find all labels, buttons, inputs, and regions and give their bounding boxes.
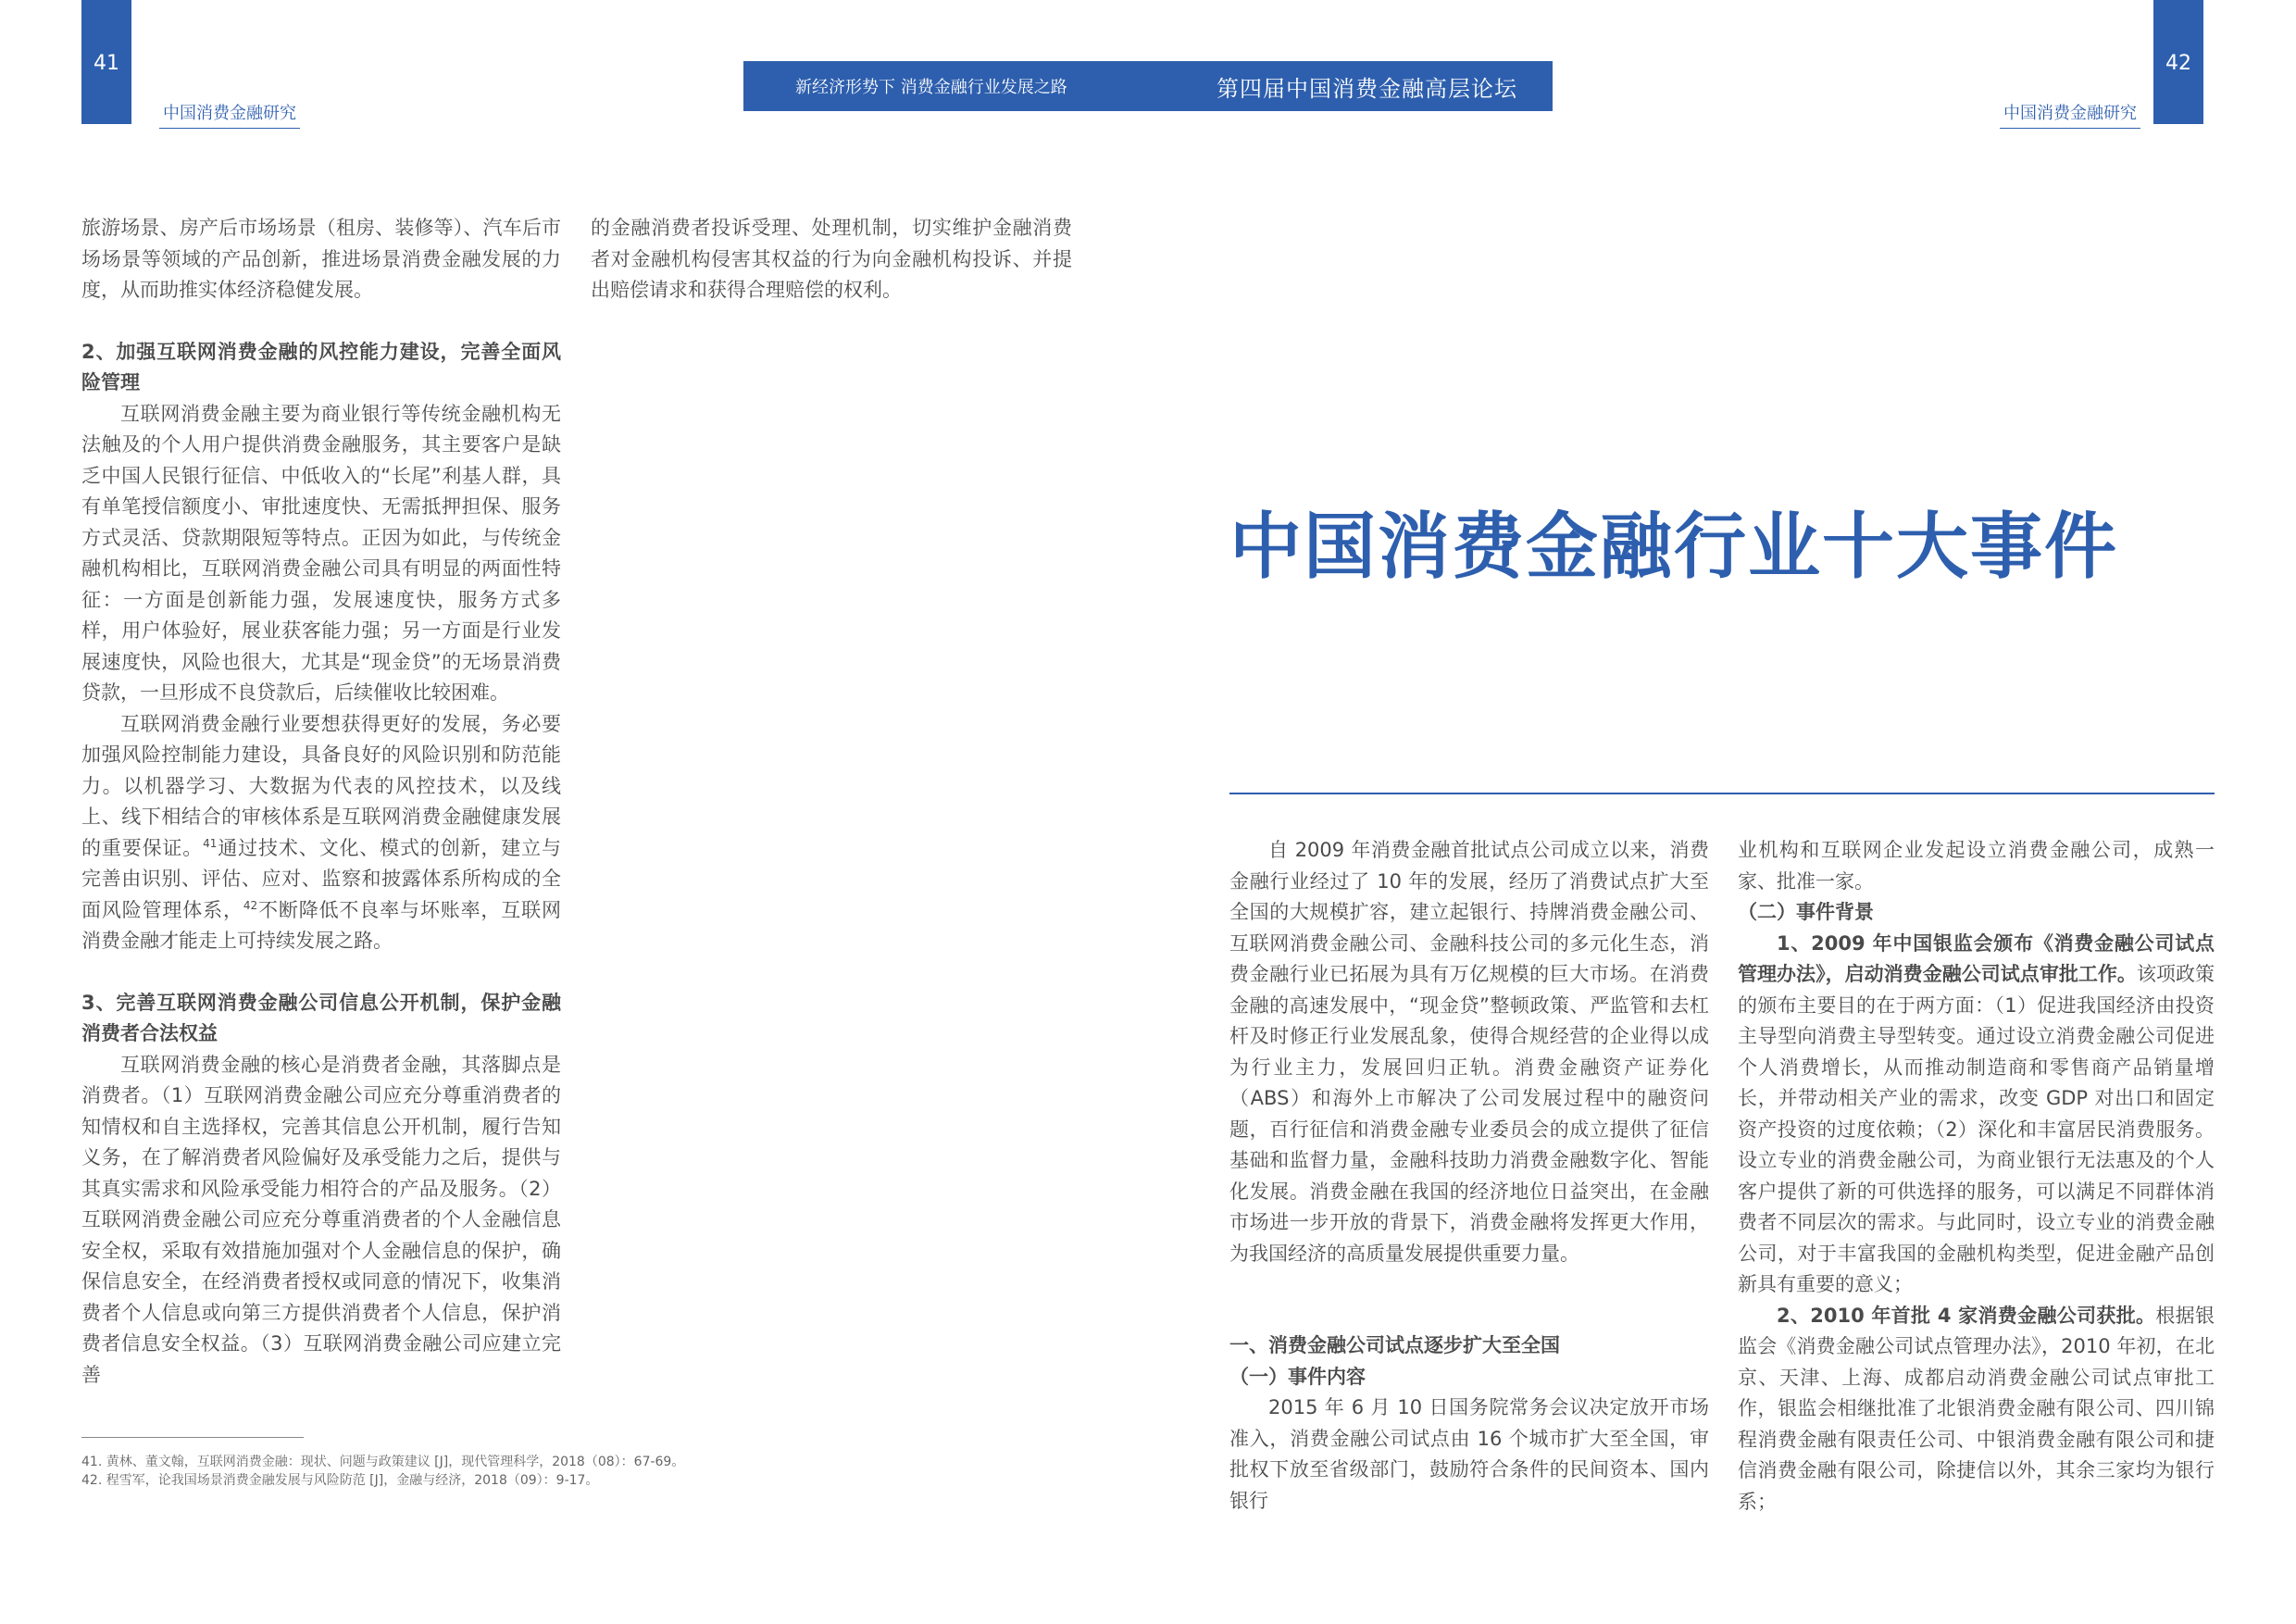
footnote-42: 42. 程雪军，论我国场景消费金融发展与风险防范 [J]，金融与经济，2018（09）：9-17。 [81,1473,599,1488]
paragraph: 业机构和互联网企业发起设立消费金融公司，成熟一家、批准一家。 [1738,839,2215,893]
footnote-41: 41. 黄林、董文翰，互联网消费金融：现状、问题与政策建议 [J]，现代管理科学，2018（08）：67-69。 [81,1455,685,1469]
right-header-label: 中国消费金融研究 [2000,100,2140,129]
footnotes [81,1453,1100,1490]
paragraph: 1、2009 年中国银监会颁布《消费金融公司试点管理办法》，启动消费金融公司试点审批工作。该项政策的颁布主要目的在于两方面：（1）促进我国经济由投资主导型向消费主导型转变。通过设立消费金融公司促进个人消费增长，从而推动制造商和零售商产品销量增长，并带动相关产业的需求，改变 GDP 对出口和固定资产投资的过度依赖；（2）深化和丰富居民消费服务。设立专业的消费金融公司，为商业银行无法惠及的个人客户提供了新的可供选择的服务，可以满足不同群体消费者不同层次的需求。与此同时，设立专业的消费金融公司，对于丰富我国的金融机构类型，促进金融产品创新具有重要的意义； [1738,931,2215,1295]
subsection-heading: （一）事件内容 [1229,1365,1366,1388]
right-page-column-1 [1229,835,1709,1517]
section-heading: 3、完善互联网消费金融公司信息公开机制，保护金融消费者合法权益 [81,991,561,1044]
section-heading: 一、消费金融公司试点逐步扩大至全国 [1229,1334,1560,1356]
chapter-title: 中国消费金融行业十大事件 [1229,506,2119,589]
right-page-column-2 [1738,835,2215,1518]
left-page-column-1 [81,213,561,1391]
footnote-divider [81,1437,304,1438]
left-page-column-2 [591,213,1072,306]
right-page-number-tab [2153,0,2203,124]
banner-subtitle: 新经济形势下 消费金融行业发展之路 [795,78,1067,97]
paragraph: 互联网消费金融行业要想获得更好的发展，务必要加强风险控制能力建设，具备良好的风险识别和防范能力。以机器学习、大数据为代表的风控技术，以及线上、线下相结合的审核体系是互联网消费金融健康发展的重要保证。$^{41}$通过技术、文化、模式的创新，建立与完善由识别、评估、应对、监察和披露体系所构成的全面风险管理体系，$^{42}$不断降低不良率与坏账率，互联网消费金融才能走上可持续发展之路。 [81,712,562,952]
banner-title: 第四届中国消费金融高层论坛 [1217,75,1517,102]
paragraph: 旅游场景、房产后市场场景（租房、装修等）、汽车后市场场景等领域的产品创新，推进场景消费金融发展的力度，从而助推实体经济稳健发展。 [81,217,561,301]
paragraph: 2、2010 年首批 4 家消费金融公司获批。根据银监会《消费金融公司试点管理办法》，2010 年初，在北京、天津、上海、成都启动消费金融公司试点审批工作，银监会相继批准了北银消费金融有限公司、四川锦程消费金融有限责任公司、中银消费金融有限公司和捷信消费金融有限公司，除捷信以外，其余三家均为银行系； [1738,1304,2215,1513]
right-page-number: 42 [2165,52,2191,75]
footnote-ref: 42 [243,898,258,912]
paragraph: 自 2009 年消费金融首批试点公司成立以来，消费金融行业经过了 10 年的发展，经历了消费试点扩大至全国的大规模扩容，建立起银行、持牌消费金融公司、互联网消费金融公司、金融科技公司的多元化生态，消费金融行业已拓展为具有万亿规模的巨大市场。在消费金融的高速发展中，“现金贷”整顿政策、严监管和去杠杆及时修正行业发展乱象，使得合规经营的企业得以成为行业主力，发展回归正轨。消费金融资产证券化（ABS）和海外上市解决了公司发展过程中的融资问题，百行征信和消费金融专业委员会的成立提供了征信基础和监督力量，金融科技助力消费金融数字化、智能化发展。消费金融在我国的经济地位日益突出，在金融市场进一步开放的背景下，消费金融将发挥更大作用，为我国经济的高质量发展提供重要力量。 [1229,839,1709,1265]
paragraph: 互联网消费金融的核心是消费者金融，其落脚点是消费者。（1）互联网消费金融公司应充分尊重消费者的知情权和自主选择权，完善其信息公开机制，履行告知义务，在了解消费者风险偏好及承受能力之后，提供与其真实需求和风险承受能力相符合的产品及服务。（2）互联网消费金融公司应充分尊重消费者的个人金融信息安全权，采取有效措施加强对个人金融信息的保护，确保信息安全，在经消费者授权或同意的情况下，收集消费者个人信息或向第三方提供消费者个人信息，保护消费者信息安全权益。（3）互联网消费金融公司应建立完善 [81,1053,561,1386]
section-heading: 2、加强互联网消费金融的风控能力建设，完善全面风险管理 [81,340,561,394]
left-page-number: 41 [94,52,119,75]
left-header-label: 中国消费金融研究 [159,100,300,129]
left-page-number-tab [81,0,131,124]
title-rule [1229,793,2215,794]
paragraph: 互联网消费金融主要为商业银行等传统金融机构无法触及的个人用户提供消费金融服务，其主要客户是缺乏中国人民银行征信、中低收入的“长尾”利基人群，具有单笔授信额度小、审批速度快、无需抵押担保、服务方式灵活、贷款期限短等特点。正因为如此，与传统金融机构相比，互联网消费金融公司具有明显的两面性特征：一方面是创新能力强，发展速度快，服务方式多样，用户体验好，展业获客能力强；另一方面是行业发展速度快，风险也很大，尤其是“现金贷”的无场景消费贷款，一旦形成不良贷款后，后续催收比较困难。 [81,402,561,704]
header-banner [743,61,1553,111]
footnote-ref: 41 [203,836,218,850]
paragraph: 的金融消费者投诉受理、处理机制，切实维护金融消费者对金融机构侵害其权益的行为向金融机构投诉、并提出赔偿请求和获得合理赔偿的权利。 [591,217,1072,301]
paragraph: 2015 年 6 月 10 日国务院常务会议决定放开市场准入，消费金融公司试点由 16 个城市扩大至全国，审批权下放至省级部门，鼓励符合条件的民间资本、国内银行 [1229,1396,1709,1512]
subsection-heading: （二）事件背景 [1738,901,1874,923]
